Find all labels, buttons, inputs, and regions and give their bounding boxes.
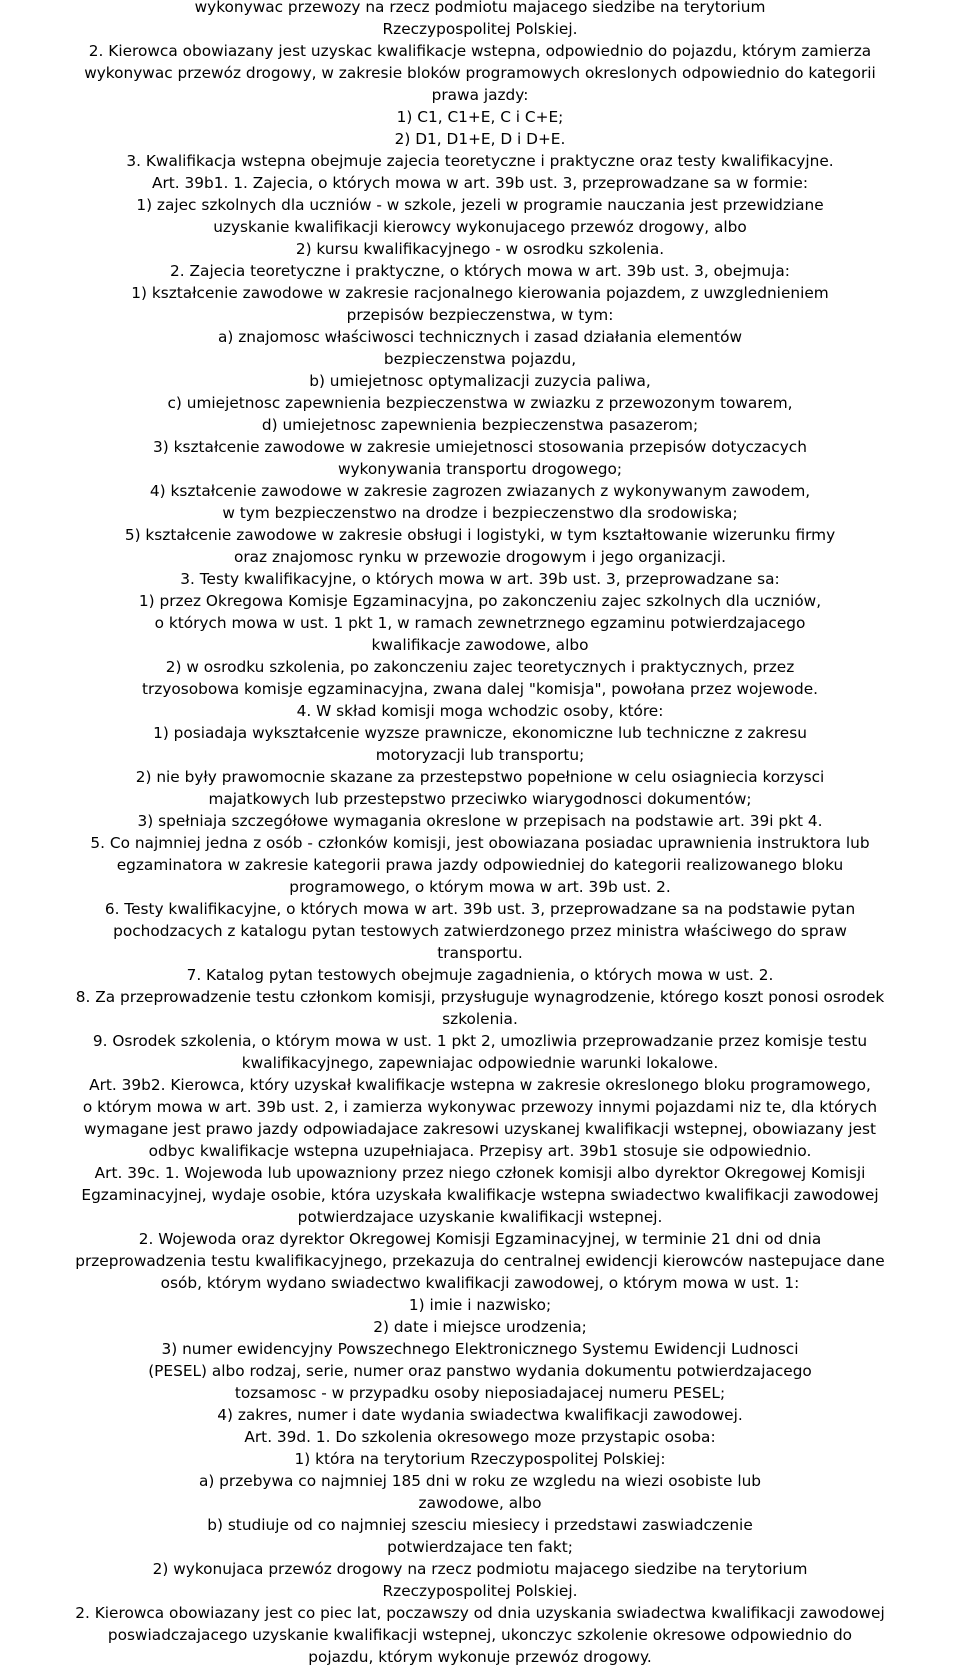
text-line: 6. Testy kwalifikacyjne, o których mowa w art. 39b ust. 3, przeprowadzane sa na podstawie pytan <box>104 900 856 918</box>
text-line: 1) zajec szkolnych dla uczniów - w szkole, jezeli w programie nauczania jest przewidziane <box>136 196 824 214</box>
text-line: Art. 39b2. Kierowca, który uzyskał kwalifikacje wstepna w zakresie okreslonego bloku programowego, <box>89 1076 871 1094</box>
text-line: 5. Co najmniej jedna z osób - członków komisji, jest obowiazana posiadac uprawnienia instruktora lub <box>90 834 870 852</box>
text-line: szkolenia. <box>442 1010 518 1028</box>
text-line: oraz znajomosc rynku w przewozie drogowym i jego organizacji. <box>233 548 727 566</box>
text-line: pojazdu, którym wykonuje przewóz drogowy. <box>308 1648 652 1666</box>
text-line: 2. Kierowca obowiazany jest co piec lat, poczawszy od dnia uzyskania swiadectwa kwalifikacji zawodowej <box>75 1604 885 1622</box>
text-line: 1) przez Okregowa Komisje Egzaminacyjna, po zakonczeniu zajec szkolnych dla uczniów, <box>138 592 822 610</box>
text-line: pochodzacych z katalogu pytan testowych zatwierdzonego przez ministra właściwego do spraw <box>113 922 847 940</box>
text-line: 3) numer ewidencyjny Powszechnego Elektronicznego Systemu Ewidencji Ludnosci <box>161 1340 799 1358</box>
text-line: c) umiejetnosc zapewnienia bezpieczenstwa w zwiazku z przewozonym towarem, <box>167 394 793 412</box>
text-line: motoryzacji lub transportu; <box>375 746 585 764</box>
text-line: 3) kształcenie zawodowe w zakresie umiejetnosci stosowania przepisów dotyczacych <box>153 438 807 456</box>
text-line: b) studiuje od co najmniej szesciu miesiecy i przedstawi zaswiadczenie <box>207 1516 753 1534</box>
text-line: transportu. <box>437 944 523 962</box>
text-line: 7. Katalog pytan testowych obejmuje zagadnienia, o których mowa w ust. 2. <box>186 966 774 984</box>
text-line: 2. Kierowca obowiazany jest uzyskac kwalifikacje wstepna, odpowiednio do pojazdu, którym zamierza <box>88 42 872 60</box>
text-line: Art. 39b1. 1. Zajecia, o których mowa w art. 39b ust. 3, przeprowadzane sa w formie: <box>151 174 809 192</box>
text-line: 9. Osrodek szkolenia, o którym mowa w ust. 1 pkt 2, umozliwia przeprowadzanie przez komisje testu <box>92 1032 868 1050</box>
text-line: 2) kursu kwalifikacyjnego - w osrodku szkolenia. <box>295 240 665 258</box>
text-line: tozsamosc - w przypadku osoby nieposiadajacej numeru PESEL; <box>234 1384 726 1402</box>
text-line: 2) D1, D1+E, D i D+E. <box>394 130 566 148</box>
text-line: 4. W skład komisji moga wchodzic osoby, które: <box>296 702 664 720</box>
text-line: 3. Kwalifikacja wstepna obejmuje zajecia teoretyczne i praktyczne oraz testy kwalifikacyjne. <box>126 152 834 170</box>
text-line: trzyosobowa komisje egzaminacyjna, zwana dalej "komisja", powołana przez wojewode. <box>141 680 819 698</box>
text-line: wykonywac przewóz drogowy, w zakresie bloków programowych okreslonych odpowiednio do kategorii <box>84 64 876 82</box>
text-line: osób, którym wydano swiadectwo kwalifikacji zawodowej, o którym mowa w ust. 1: <box>160 1274 800 1292</box>
text-line: zawodowe, albo <box>418 1494 542 1512</box>
text-line: 4) zakres, numer i date wydania swiadectwa kwalifikacji zawodowej. <box>217 1406 743 1424</box>
text-line: wymagane jest prawo jazdy odpowiadajace zakresowi uzyskanej kwalifikacji wstepnej, obowiazany jest <box>83 1120 877 1138</box>
text-line: potwierdzajace uzyskanie kwalifikacji wstepnej. <box>297 1208 663 1226</box>
text-line: Art. 39d. 1. Do szkolenia okresowego moze przystapic osoba: <box>244 1428 716 1446</box>
text-line: kwalifikacyjnego, zapewniajac odpowiednie warunki lokalowe. <box>241 1054 719 1072</box>
text-line: Rzeczypospolitej Polskiej. <box>382 20 578 38</box>
text-line: 1) posiadaja wykształcenie wyzsze prawnicze, ekonomiczne lub techniczne z zakresu <box>153 724 807 742</box>
text-line: 2) w osrodku szkolenia, po zakonczeniu zajec teoretycznych i praktycznych, przez <box>165 658 795 676</box>
text-line: (PESEL) albo rodzaj, serie, numer oraz panstwo wydania dokumentu potwierdzajacego <box>148 1362 812 1380</box>
text-line: b) umiejetnosc optymalizacji zuzycia paliwa, <box>309 372 651 390</box>
text-line: egzaminatora w zakresie kategorii prawa jazdy odpowiedniej do kategorii realizowanego bloku <box>116 856 844 874</box>
text-line: o którym mowa w art. 39b ust. 2, i zamierza wykonywac przewozy innymi pojazdami niz te, dla których <box>82 1098 878 1116</box>
text-line: 3. Testy kwalifikacyjne, o których mowa w art. 39b ust. 3, przeprowadzane sa: <box>180 570 780 588</box>
text-line: uzyskanie kwalifikacji kierowcy wykonujacego przewóz drogowy, albo <box>213 218 747 236</box>
text-line: przeprowadzenia testu kwalifikacyjnego, przekazuja do centralnej ewidencji kierowców nastepujace dane <box>75 1252 885 1270</box>
text-line: a) znajomosc właściwosci technicznych i zasad działania elementów <box>218 328 742 346</box>
text-line: 2) wykonujaca przewóz drogowy na rzecz podmiotu majacego siedzibe na terytorium <box>152 1560 808 1578</box>
text-line: 5) kształcenie zawodowe w zakresie obsługi i logistyki, w tym kształtowanie wizerunku firmy <box>124 526 836 544</box>
text-line: programowego, o którym mowa w art. 39b ust. 2. <box>289 878 671 896</box>
text-line: majatkowych lub przestepstwo przeciwko wiarygodnosci dokumentów; <box>208 790 752 808</box>
text-line: wykonywania transportu drogowego; <box>337 460 623 478</box>
text-line: a) przebywa co najmniej 185 dni w roku ze wzgledu na wiezi osobiste lub <box>198 1472 762 1490</box>
text-line: prawa jazdy: <box>431 86 529 104</box>
text-line: Rzeczypospolitej Polskiej. <box>382 1582 578 1600</box>
text-line: Egzaminacyjnej, wydaje osobie, która uzyskała kwalifikacje wstepna swiadectwo kwalifikacji zawodowej <box>81 1186 879 1204</box>
text-line: bezpieczenstwa pojazdu, <box>383 350 577 368</box>
text-line: 2. Wojewoda oraz dyrektor Okregowej Komisji Egzaminacyjnej, w terminie 21 dni od dnia <box>138 1230 822 1248</box>
text-line: poswiadczajacego uzyskanie kwalifikacji wstepnej, ukonczyc szkolenie okresowe odpowiednio do <box>107 1626 853 1644</box>
text-line: kwalifikacje zawodowe, albo <box>371 636 589 654</box>
text-line: 1) imie i nazwisko; <box>408 1296 552 1314</box>
text-line: w tym bezpieczenstwo na drodze i bezpieczenstwo dla srodowiska; <box>222 504 738 522</box>
text-line: 3) spełniaja szczegółowe wymagania okreslone w przepisach na podstawie art. 39i pkt 4. <box>137 812 823 830</box>
text-line: o których mowa w ust. 1 pkt 1, w ramach zewnetrznego egzaminu potwierdzajacego <box>154 614 806 632</box>
text-line: 1) kształcenie zawodowe w zakresie racjonalnego kierowania pojazdem, z uwzglednieniem <box>131 284 829 302</box>
text-line: 2) nie były prawomocnie skazane za przestepstwo popełnione w celu osiagniecia korzysci <box>135 768 825 786</box>
text-line: odbyc kwalifikacje wstepna uzupełniajaca. Przepisy art. 39b1 stosuje sie odpowiednio. <box>148 1142 812 1160</box>
text-line: wykonywac przewozy na rzecz podmiotu majacego siedzibe na terytorium <box>194 0 766 16</box>
text-line: d) umiejetnosc zapewnienia bezpieczenstwa pasazerom; <box>261 416 699 434</box>
text-line: 2) date i miejsce urodzenia; <box>373 1318 587 1336</box>
text-line: przepisów bezpieczenstwa, w tym: <box>346 306 614 324</box>
text-line: 1) która na terytorium Rzeczypospolitej Polskiej: <box>294 1450 666 1468</box>
text-line: 8. Za przeprowadzenie testu członkom komisji, przysługuje wynagrodzenie, którego koszt ponosi osrodek <box>75 988 885 1006</box>
text-line: 1) C1, C1+E, C i C+E; <box>396 108 564 126</box>
text-line: potwierdzajace ten fakt; <box>387 1538 573 1556</box>
text-line: Art. 39c. 1. Wojewoda lub upowazniony przez niego członek komisji albo dyrektor Okregowej Komisji <box>94 1164 866 1182</box>
text-line: 4) kształcenie zawodowe w zakresie zagrozen zwiazanych z wykonywanym zawodem, <box>149 482 811 500</box>
text-line: 2. Zajecia teoretyczne i praktyczne, o których mowa w art. 39b ust. 3, obejmuja: <box>170 262 790 280</box>
